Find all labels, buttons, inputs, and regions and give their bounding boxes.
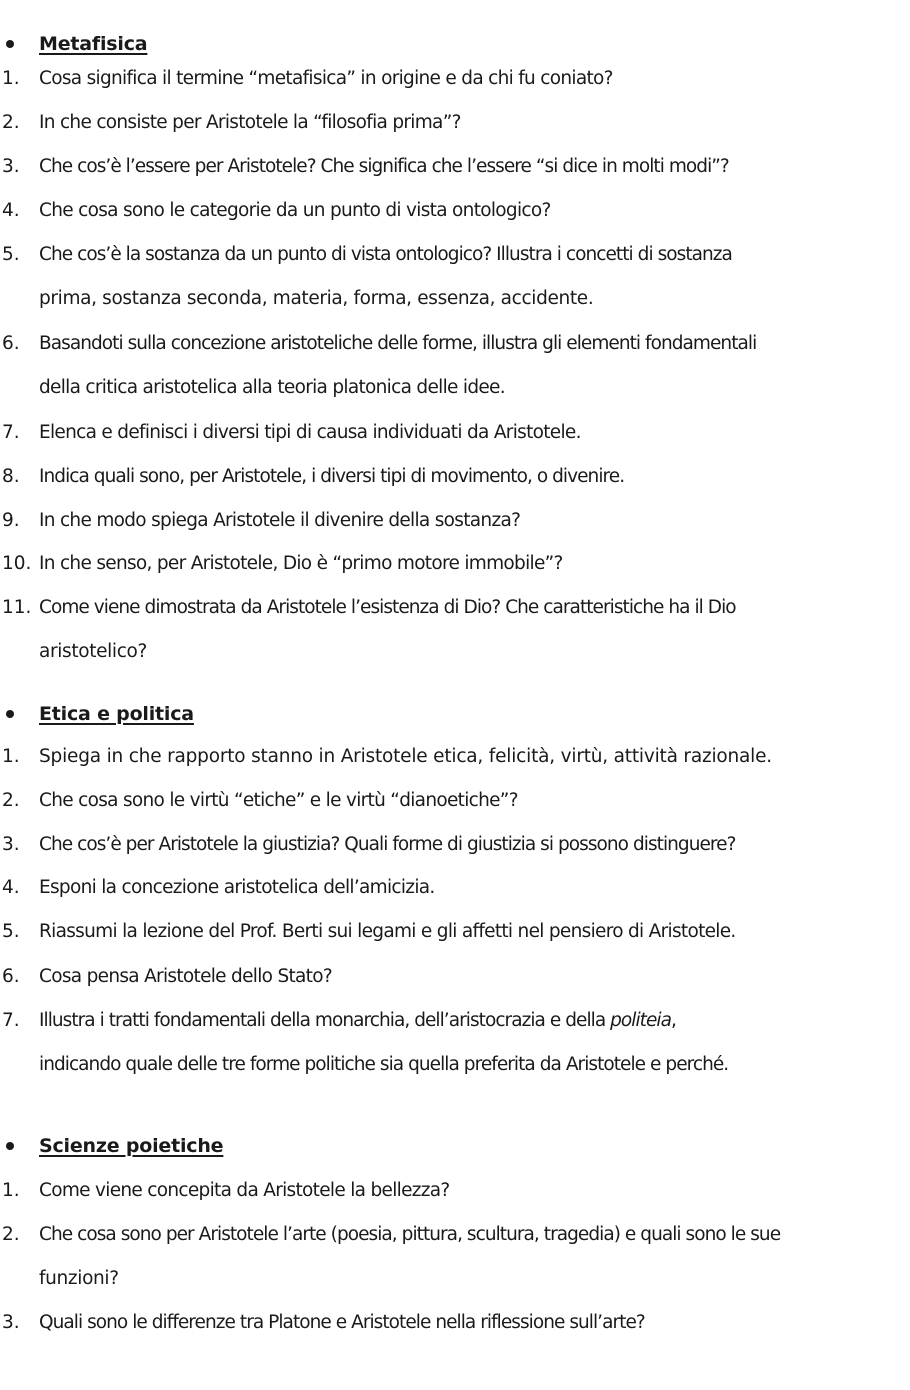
item-number: 2. (2, 790, 20, 811)
item-text-part: Illustra i tratti fondamentali della monarchia, dell’aristocrazia e della (39, 1010, 611, 1031)
item-number: 1. (2, 68, 20, 89)
item-text: In che consiste per Aristotele la “filosofia prima”? (39, 112, 461, 133)
item-number: 2. (2, 112, 20, 133)
item-number: 3. (2, 834, 20, 855)
section-title: Etica e politica (39, 703, 194, 725)
item-text: aristotelico? (39, 641, 147, 662)
item-text-part: , (671, 1010, 676, 1031)
item-number: 8. (2, 466, 20, 487)
item-text: funzioni? (39, 1268, 119, 1289)
item-number: 6. (2, 333, 20, 354)
item-text: prima, sostanza seconda, materia, forma, essenza, accidente. (39, 288, 594, 309)
item-text: Che cos’è l’essere per Aristotele? Che significa che l’essere “si dice in molti modi”? (39, 156, 729, 177)
item-number: 6. (2, 966, 20, 987)
item-text-emphasis: politeia (610, 1010, 671, 1031)
item-number: 4. (2, 877, 20, 898)
section-title: Scienze poietiche (39, 1135, 224, 1157)
item-text: Che cosa sono le virtù “etiche” e le virtù “dianoetiche”? (39, 790, 518, 811)
item-text: Cosa pensa Aristotele dello Stato? (39, 966, 332, 987)
item-text: In che modo spiega Aristotele il divenire della sostanza? (39, 510, 521, 531)
bullet-icon (6, 710, 14, 718)
item-text (39, 1006, 676, 1036)
section-title: Metafisica (39, 33, 148, 55)
item-number: 5. (2, 921, 20, 942)
item-text: indicando quale delle tre forme politiche sia quella preferita da Aristotele e perché. (39, 1054, 729, 1075)
item-text: della critica aristotelica alla teoria platonica delle idee. (39, 377, 505, 398)
item-number: 3. (2, 1312, 20, 1333)
item-number: 1. (2, 1180, 20, 1201)
item-text: Che cos’è la sostanza da un punto di vista ontologico? Illustra i concetti di sostanza (39, 244, 732, 265)
item-text: Che cosa sono le categorie da un punto di vista ontologico? (39, 200, 551, 221)
bullet-icon (6, 1142, 14, 1150)
item-number: 3. (2, 156, 20, 177)
item-number: 4. (2, 200, 20, 221)
item-text: Come viene dimostrata da Aristotele l’esistenza di Dio? Che caratteristiche ha il Dio (39, 597, 736, 618)
item-text: Elenca e definisci i diversi tipi di causa individuati da Aristotele. (39, 422, 581, 443)
item-text: Basandoti sulla concezione aristoteliche delle forme, illustra gli elementi fondamentali (39, 333, 757, 354)
item-number: 1. (2, 746, 20, 767)
item-text: Cosa significa il termine “metafisica” in origine e da chi fu coniato? (39, 68, 613, 89)
item-text: Come viene concepita da Aristotele la bellezza? (39, 1180, 450, 1201)
item-number: 9. (2, 510, 20, 531)
item-text: Indica quali sono, per Aristotele, i diversi tipi di movimento, o divenire. (39, 466, 625, 487)
item-text: Che cosa sono per Aristotele l’arte (poesia, pittura, scultura, tragedia) e quali sono le sue (39, 1224, 781, 1245)
item-text: Spiega in che rapporto stanno in Aristotele etica, felicità, virtù, attività razionale. (39, 746, 772, 767)
item-text: In che senso, per Aristotele, Dio è “primo motore immobile”? (39, 553, 563, 574)
item-number: 7. (2, 422, 20, 443)
item-text: Esponi la concezione aristotelica dell’amicizia. (39, 877, 435, 898)
item-text: Quali sono le differenze tra Platone e Aristotele nella riflessione sull’arte? (39, 1312, 645, 1333)
item-text: Riassumi la lezione del Prof. Berti sui legami e gli affetti nel pensiero di Aristotele. (39, 921, 736, 942)
item-number: 5. (2, 244, 20, 265)
item-number: 10. (2, 553, 32, 574)
item-number: 2. (2, 1224, 20, 1245)
item-number: 7. (2, 1010, 20, 1031)
item-number: 11. (2, 597, 32, 618)
bullet-icon (6, 40, 14, 48)
item-text: Che cos’è per Aristotele la giustizia? Quali forme di giustizia si possono distinguere? (39, 834, 736, 855)
